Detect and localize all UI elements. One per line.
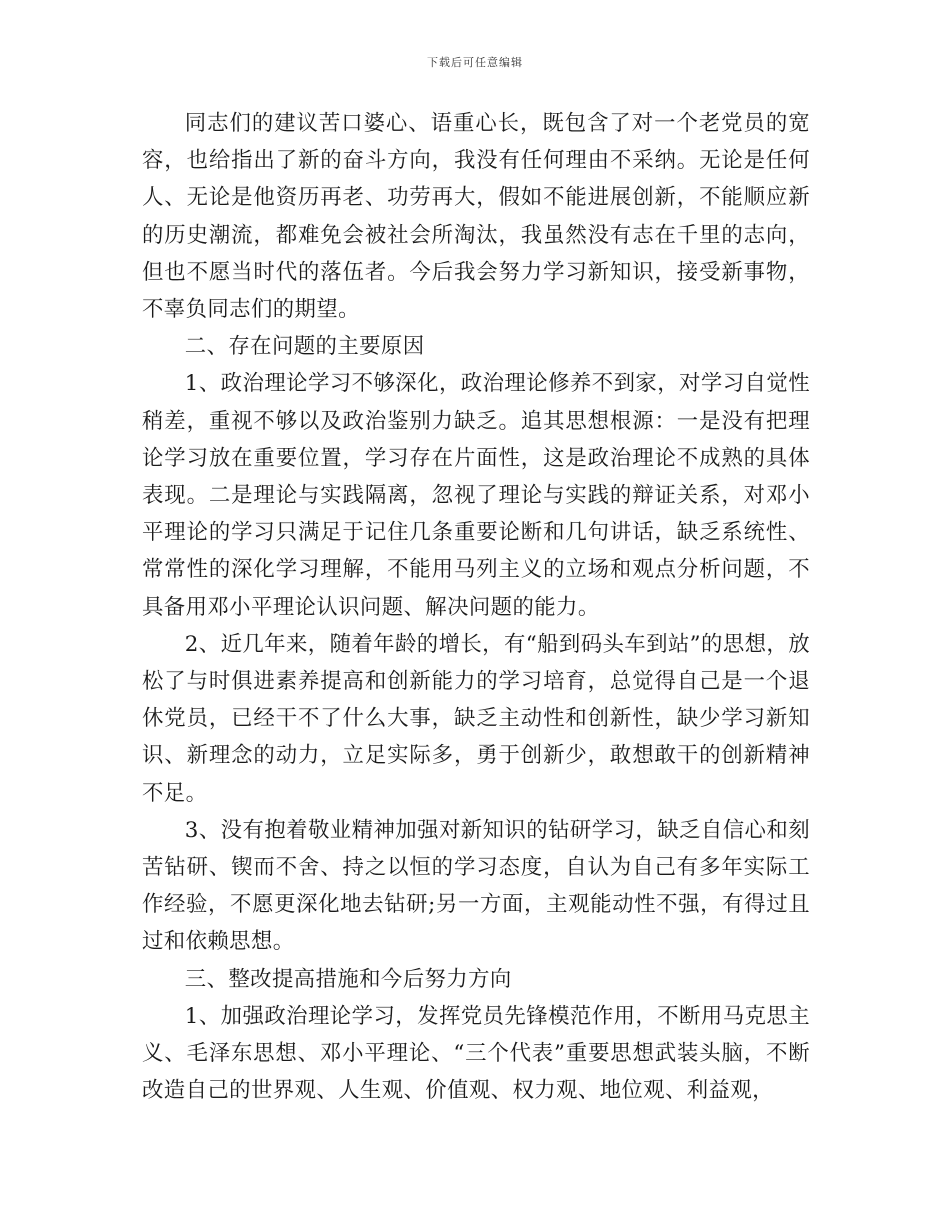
document-body — [142, 105, 810, 1109]
paragraph-measure-1: 1、加强政治理论学习，发挥党员先锋模范作用，不断用马克思主义、毛泽东思想、邓小平理论、“三个代表”重要思想武装头脑，不断改造自己的世界观、人生观、价值观、权力观、地位观、利益观， — [142, 1003, 810, 1104]
paragraph-cause-2: 2、近几年来，随着年龄的增长，有“船到码头车到站”的思想，放松了与时俱进素养提高和创新能力的学习培育，总觉得自己是一个退休党员，已经干不了什么大事，缺乏主动性和创新性，缺少学习新知识、新理念的动力，立足实际多，勇于创新少，敢想敢干的创新精神不足。 — [142, 631, 810, 806]
section-heading-causes: 二、存在问题的主要原因 — [184, 334, 425, 360]
paragraph-cause-3: 3、没有抱着敬业精神加强对新知识的钻研学习，缺乏自信心和刻苦钻研、锲而不舍、持之以恒的学习态度，自认为自己有多年实际工作经验，不愿更深化地去钻研;另一方面，主观能动性不强，有得过且过和依赖思想。 — [142, 817, 810, 955]
paragraph-intro: 同志们的建议苦口婆心、语重心长，既包含了对一个老党员的宽容，也给指出了新的奋斗方向，我没有任何理由不采纳。无论是任何人、无论是他资历再老、功劳再大，假如不能进展创新，不能顺应新的历史潮流，都难免会被社会所淘汰，我虽然没有志在千里的志向，但也不愿当时代的落伍者。今后我会努力学习新知识，接受新事物，不辜负同志们的期望。 — [142, 111, 810, 323]
paragraph-cause-1: 1、政治理论学习不够深化，政治理论修养不到家，对学习自觉性稍差，重视不够以及政治鉴别力缺乏。追其思想根源：一是没有把理论学习放在重要位置，学习存在片面性，这是政治理论不成熟的具体表现。二是理论与实践隔离，忽视了理论与实践的辩证关系，对邓小平理论的学习只满足于记住几条重要论断和几句讲话，缺乏系统性、常常性的深化学习理解，不能用马列主义的立场和观点分析问题，不具备用邓小平理论认识问题、解决问题的能力。 — [142, 371, 810, 620]
section-heading-measures: 三、整改提高措施和今后努力方向 — [184, 966, 512, 992]
page-header: 下载后可任意编辑 — [427, 56, 523, 69]
